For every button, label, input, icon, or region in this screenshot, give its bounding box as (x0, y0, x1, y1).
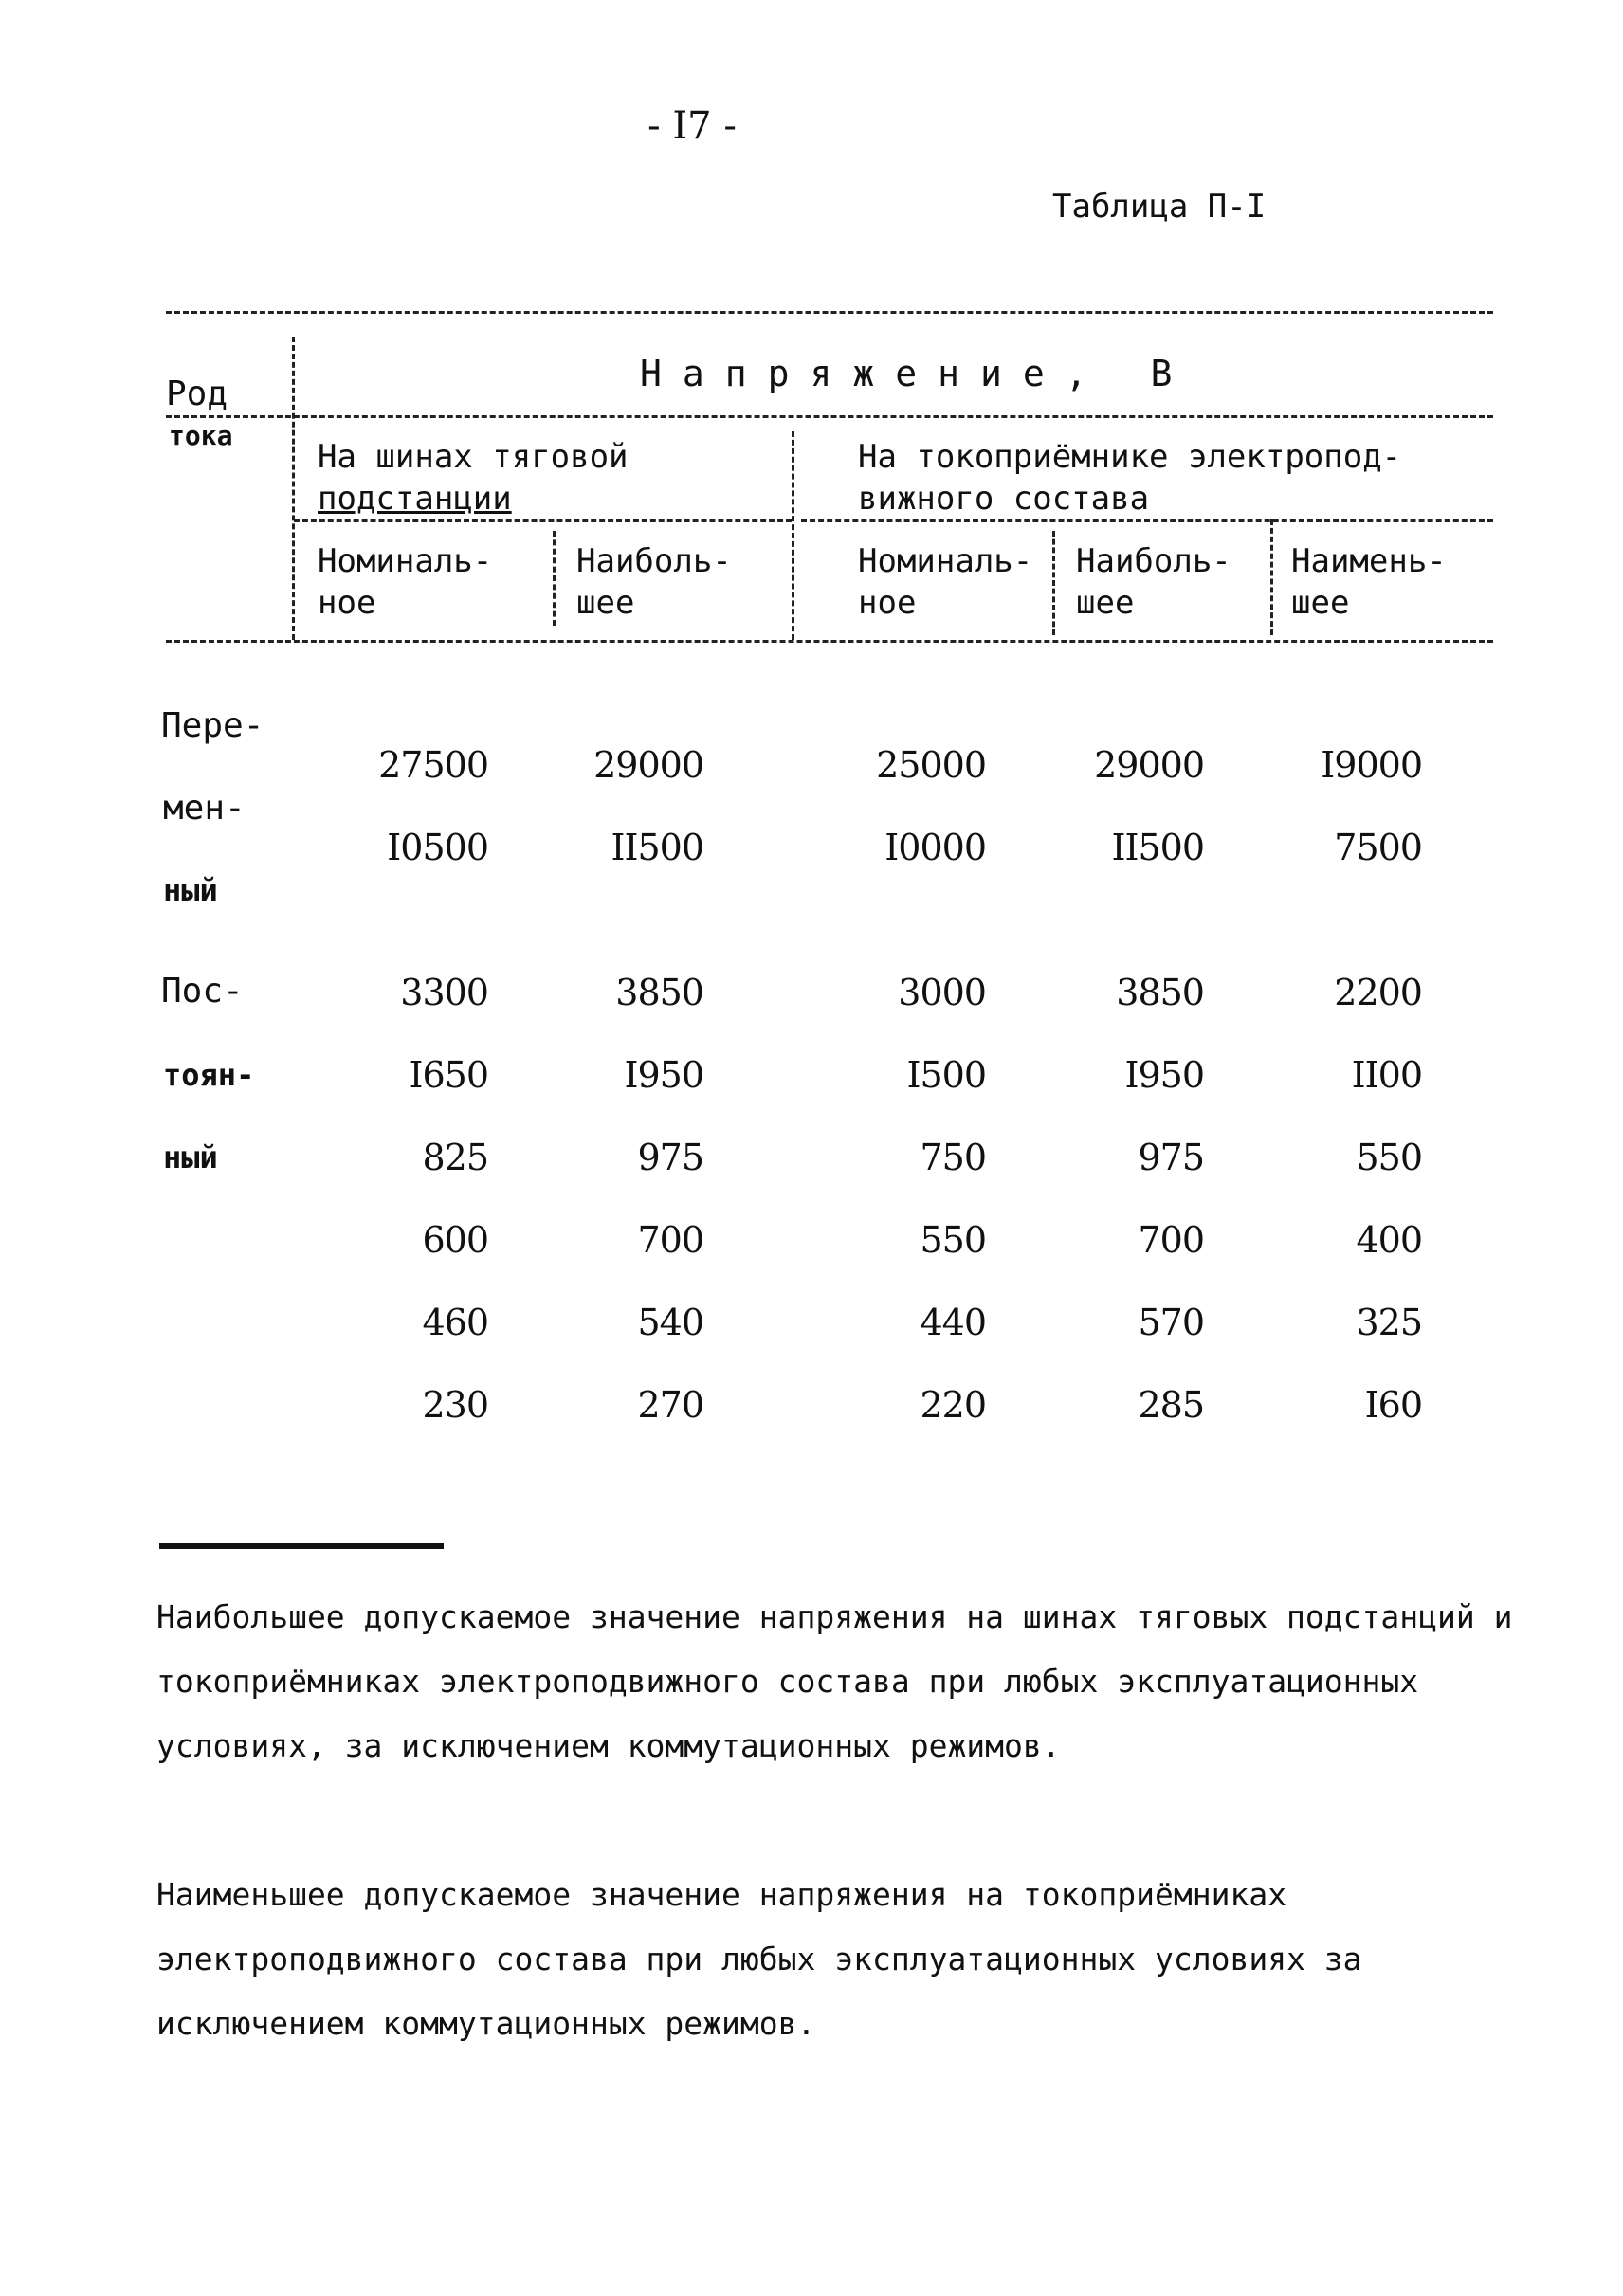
ac-row1-col1-cell: 27500 (378, 744, 488, 786)
dc-row1-col1-cell: 3300 (400, 972, 488, 1013)
current-kind-header-line2: тока (169, 420, 233, 451)
dc-row4-col4-cell: 700 (1138, 1219, 1204, 1261)
col1-header-line2: ное (318, 584, 376, 622)
dc-row5-col1-cell: 460 (422, 1302, 488, 1343)
dc-row5-col3-cell: 440 (920, 1302, 986, 1343)
dc-row4-col2-cell: 700 (637, 1219, 703, 1261)
dc-row1-col4-cell: 3850 (1116, 972, 1204, 1013)
dc-row1-col2-cell: 3850 (615, 972, 703, 1013)
dc-row3-col1-cell: 825 (422, 1137, 488, 1178)
dc-row3-col5-cell: 550 (1356, 1137, 1422, 1178)
col2-header-line2: шее (576, 584, 635, 622)
note-min-voltage: Наименьшее допускаемое значение напряжения на токоприёмниках электроподвижного состава при любых эксплуатационных условиях за исключением коммутационных режимов. (156, 1876, 1362, 2042)
col4-header-line2: шее (1076, 584, 1135, 622)
ac-label-line1: Пере- (161, 706, 264, 745)
group1-rule (294, 519, 792, 522)
group1-title-line1: На шинах тяговой (318, 438, 629, 476)
col2-header-line1: Наиболь- (576, 542, 732, 580)
col3-header-line1: Номиналь- (858, 542, 1033, 580)
dc-row4-col1-cell: 600 (422, 1219, 488, 1261)
ac-label-line3: ный (163, 872, 218, 908)
page-number: - I7 - (647, 104, 737, 148)
dc-label-line1: Пос- (161, 972, 244, 1011)
ac-row2-col3-cell: I0000 (884, 827, 986, 868)
ac-row1-col4-cell: 29000 (1094, 744, 1204, 786)
dc-row4-col3-cell: 550 (920, 1219, 986, 1261)
ac-label-line2: мен- (163, 789, 246, 828)
dc-row5-col4-cell: 570 (1138, 1302, 1204, 1343)
dc-row6-col2-cell: 270 (637, 1384, 703, 1426)
dc-row2-col3-cell: I500 (906, 1054, 986, 1096)
dc-row6-col1-cell: 230 (422, 1384, 488, 1426)
table-header-bottom-rule (166, 640, 1493, 643)
ac-row2-col5-cell: 7500 (1334, 827, 1422, 868)
kind-column-divider (292, 337, 295, 640)
col5-header-line1: Наимень- (1291, 542, 1447, 580)
ac-row1-col3-cell: 25000 (876, 744, 986, 786)
col4-col5-divider (1270, 519, 1273, 635)
col4-header-line1: Наиболь- (1076, 542, 1231, 580)
group2-title-line2: вижного состава (858, 480, 1150, 518)
dc-row6-col4-cell: 285 (1138, 1384, 1204, 1426)
current-kind-header-line1: Род (166, 374, 228, 413)
group-divider (792, 431, 794, 640)
voltage-title: Напряжение, В (640, 353, 1194, 394)
note-max-voltage: Наибольшее допускаемое значение напряжения на шинах тяговых подстанций и токоприёмниках электроподвижного состава при любых эксплуатационных условиях, за исключением коммутационных режимов. (156, 1598, 1513, 1764)
ac-row2-col2-cell: II500 (611, 827, 703, 868)
group1-title-line2: подстанции (318, 480, 512, 518)
dc-row1-col5-cell: 2200 (1334, 972, 1422, 1013)
dc-row3-col4-cell: 975 (1138, 1137, 1204, 1178)
dc-row5-col2-cell: 540 (637, 1302, 703, 1343)
dc-row2-col2-cell: I950 (624, 1054, 703, 1096)
col1-header-line1: Номиналь- (318, 542, 493, 580)
dc-row2-col5-cell: II00 (1351, 1054, 1422, 1096)
voltage-title-rule (166, 415, 1493, 418)
dc-row6-col5-cell: I60 (1364, 1384, 1422, 1426)
ac-row1-col2-cell: 29000 (593, 744, 703, 786)
dc-row4-col5-cell: 400 (1356, 1219, 1422, 1261)
group2-title-line1: На токоприёмнике электропод- (858, 438, 1402, 476)
col3-col4-divider (1052, 531, 1055, 635)
table-top-rule (166, 311, 1493, 314)
ac-row2-col4-cell: II500 (1111, 827, 1204, 868)
ac-row1-col5-cell: I9000 (1321, 744, 1422, 786)
ac-row2-col1-cell: I0500 (387, 827, 488, 868)
dc-row6-col3-cell: 220 (920, 1384, 986, 1426)
footnote-rule (159, 1543, 444, 1549)
col3-header-line2: ное (858, 584, 917, 622)
table-label: Таблица П-I (1052, 188, 1267, 226)
dc-row3-col3-cell: 750 (920, 1137, 986, 1178)
dc-row1-col3-cell: 3000 (898, 972, 986, 1013)
col5-header-line2: шее (1291, 584, 1350, 622)
dc-row3-col2-cell: 975 (637, 1137, 703, 1178)
dc-row2-col1-cell: I650 (409, 1054, 488, 1096)
dc-label-line2: тоян- (163, 1057, 255, 1093)
dc-row5-col5-cell: 325 (1356, 1302, 1422, 1343)
group2-rule (801, 519, 1493, 522)
dc-label-line3: ный (163, 1139, 218, 1175)
col1-col2-divider (553, 531, 556, 626)
dc-row2-col4-cell: I950 (1124, 1054, 1204, 1096)
